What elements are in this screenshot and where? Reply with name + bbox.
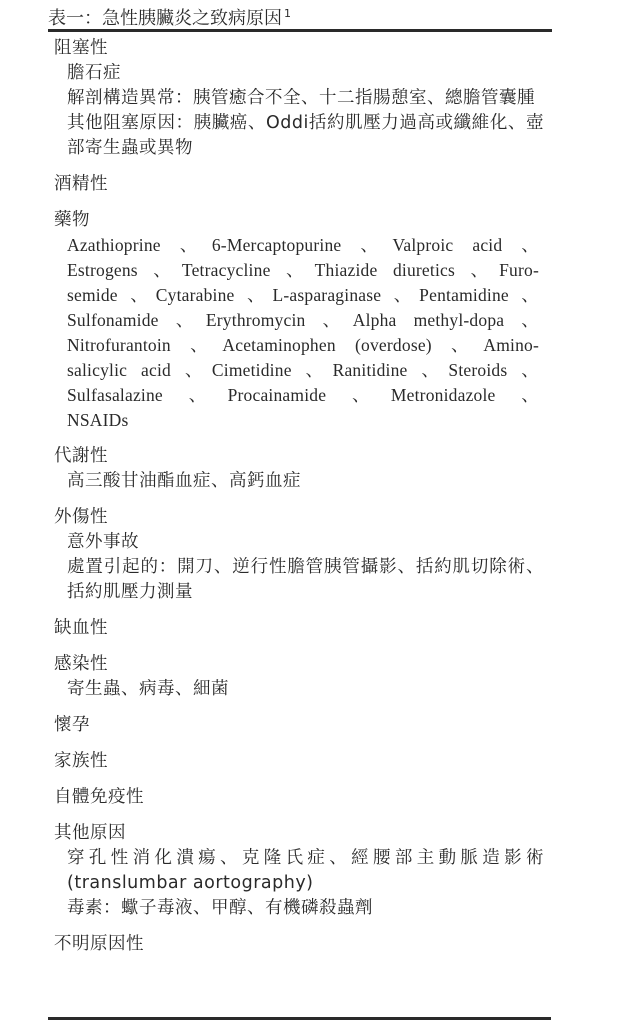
category-familial [54,749,544,774]
category-item: 寄生蟲、病毒、細菌 [67,679,229,699]
category-title: 不明原因性 [54,934,144,954]
table-caption-text: 表一：急性胰臟炎之致病原因 [48,8,282,29]
category-title: 自體免疫性 [54,787,144,807]
category-other-causes [54,821,544,921]
drug-list-line: Azathioprine 、6-Mercaptopurine 、Valproic acid 、 [67,235,539,255]
category-title: 酒精性 [54,174,108,194]
category-ischemic [54,616,544,641]
drug-list-line: Estrogens 、Tetracycline 、Thiazide diuretics 、Furo- [67,260,539,280]
category-title: 懷孕 [54,715,90,735]
category-item: 毒素：蠍子毒液、甲醇、有機磷殺蟲劑 [67,898,373,918]
category-item: 膽石症 [67,63,121,83]
category-title: 其他原因 [54,823,126,843]
category-alcoholic [54,172,544,197]
drug-list-line: Sulfonamide 、Erythromycin 、Alpha methyl-dopa 、 [67,310,539,330]
category-pregnancy [54,713,544,738]
category-drugs [54,208,544,433]
category-metabolic [54,444,544,494]
reference-superscript: 1 [284,7,291,20]
category-title: 代謝性 [54,446,108,466]
category-infectious [54,652,544,702]
drug-list-line: NSAIDs [67,410,129,430]
category-title: 外傷性 [54,507,108,527]
category-item: 意外事故 [67,532,139,552]
drug-list-line: semide 、Cytarabine 、L-asparaginase 、Pentamidine 、 [67,285,539,305]
table-bottom-rule [48,1017,551,1020]
category-autoimmune [54,785,544,810]
category-item: 高三酸甘油酯血症、高鈣血症 [67,471,301,491]
category-title: 缺血性 [54,618,108,638]
drug-list-line: Sulfasalazine 、Procainamide 、Metronidazole 、 [67,385,539,405]
drug-list [54,233,544,433]
category-obstructive [54,36,544,161]
table-top-rule [48,29,552,32]
category-item: 其他阻塞原因：胰臟癌、Oddi括約肌壓力過高或纖維化、壺部寄生蟲或異物 [67,113,544,158]
drug-list-line: salicylic acid 、Cimetidine 、Ranitidine 、Steroids 、 [67,360,539,380]
category-title: 感染性 [54,654,108,674]
drug-list-line: Nitrofurantoin 、Acetaminophen (overdose) 、Amino- [67,335,539,355]
category-item: 穿孔性消化潰瘍、克隆氏症、經腰部主動脈造影術(translumbar aortography) [67,848,544,893]
table-caption [48,2,291,31]
category-idiopathic [54,932,544,957]
table-body [54,36,544,968]
category-title: 藥物 [54,210,90,230]
category-traumatic [54,505,544,605]
category-title: 阻塞性 [54,38,108,58]
category-item: 解剖構造異常：胰管癒合不全、十二指腸憩室、總膽管囊腫 [67,88,535,108]
category-title: 家族性 [54,751,108,771]
category-item: 處置引起的：開刀、逆行性膽管胰管攝影、括約肌切除術、括約肌壓力測量 [67,557,544,602]
